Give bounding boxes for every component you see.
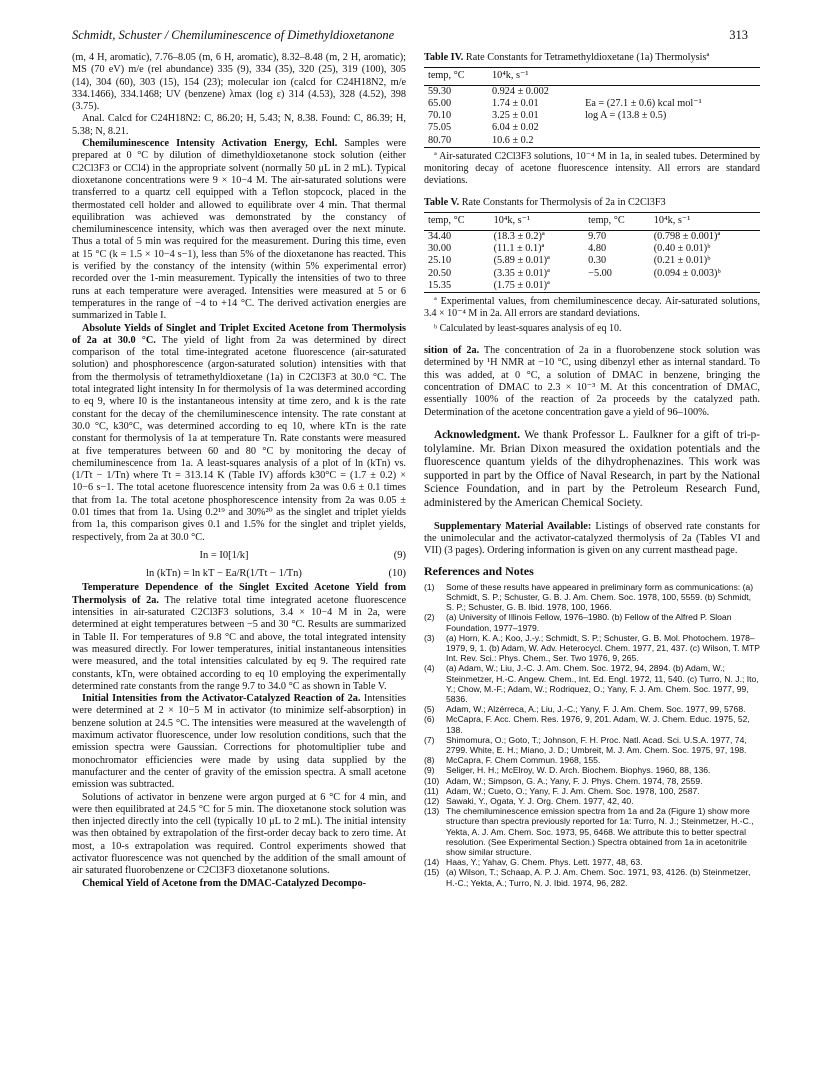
spacer: [424, 511, 760, 521]
table-4-caption: [424, 52, 760, 64]
reference-number: (12): [424, 795, 440, 806]
references-list: [424, 582, 760, 888]
heading-chemical-yield-continued: sition of 2a.: [424, 345, 480, 357]
reference-text: (a) Wilson, T.; Schaap, A. P. J. Am. Chem. Soc. 1971, 93, 4126. (b) Steinmetzer, H.-C.; Yekta, A.; Turro, N. J. Ibid. 1974, 96, 282.: [446, 867, 751, 888]
table-cell: (5.89 ± 0.01)ª: [493, 255, 550, 267]
reference-number: (10): [424, 775, 440, 786]
reference-number: (7): [424, 734, 435, 745]
table-cell: 1.74 ± 0.01: [491, 97, 539, 109]
reference-number: (2): [424, 612, 435, 623]
table-cell: 59.30: [428, 85, 452, 97]
reference-number: (11): [424, 785, 439, 796]
reference-number: (5): [424, 704, 435, 715]
reference-text: Seliger, H. H.; McElroy, W. D. Arch. Biochem. Biophys. 1960, 88, 136.: [446, 765, 711, 776]
reference-text: (a) Adam, W.; Liu, J.-C. J. Am. Chem. Soc. 1972, 94, 2894. (b) Adam, W.; Steinmetzer, H.-C. Angew. Chem., Int. Ed. Engl. 1972, 11, 540. (c) Turro, N. J.; Ito, Y.; Chow, M.-F.; Adam, W.; Rodriquez, O.; Yany, F. J. Am. Chem. Soc. 1977, 99, 5836.: [446, 663, 759, 704]
table-cell: 65.00: [428, 97, 452, 109]
table-5-title: Rate Constants for Thermolysis of 2a in C2Cl3F3: [459, 197, 666, 209]
right-column: [424, 52, 760, 888]
text-temperature-dependence: The relative total time integrated acetone fluorescence intensities in air-saturated C2Cl3F3 solutions, 3.4 × 10−4 M in 2a, were determined at eight temperatures between −5 and 30 °C. Results are summarized in Table II. For temperatures of 9.8 °C and above, the total integrated intensity was measured directly. For lower temperatures, initial instantaneous intensities were measured, and the total intensities calculated by eq 9. The required rate constants, kTn, were obtained according to eq 10 employing the experimentally determined rate constants from the range 9.7 to 34.0 °C as shown in Table V.: [72, 594, 407, 692]
table-cell: 34.40: [428, 230, 452, 242]
reference-number: (9): [424, 765, 435, 776]
reference-item: [424, 796, 760, 806]
table-row: [424, 110, 760, 122]
heading-initial-intensities: Initial Intensities from the Activator-Catalyzed Reaction of 2a.: [82, 693, 361, 705]
table-5-col-temp-2: temp, °C: [584, 213, 650, 230]
table-cell: 4.80: [588, 242, 607, 254]
table-cell: 20.50: [428, 267, 452, 279]
table-4: [424, 67, 760, 148]
reference-text: Sawaki, Y., Ogata, Y. J. Org. Chem. 1977, 42, 40.: [446, 795, 634, 806]
table-row: [424, 122, 760, 134]
table-cell: (0.40 ± 0.01)ᵇ: [653, 242, 711, 254]
reference-item: [424, 755, 760, 765]
paragraph-analysis: Anal. Calcd for C24H18N2: C, 86.20; H, 5.43; N, 8.38. Found: C, 86.39; H, 5.38; N, 8.21.: [72, 113, 406, 137]
table-cell: 10.6 ± 0.2: [488, 135, 581, 148]
table-header-row: [424, 213, 760, 230]
table-row: [424, 230, 760, 243]
reference-item: [424, 806, 760, 857]
reference-number: (1): [424, 581, 435, 592]
table-4-col-k: 10⁴k, s⁻¹: [488, 68, 581, 85]
paragraph-activation-energy: [72, 138, 406, 322]
page-number: 313: [729, 28, 748, 42]
table-row: [424, 268, 760, 280]
reference-text: McCapra, F. Chem Commun. 1968, 155.: [446, 755, 601, 766]
reference-item: [424, 704, 760, 714]
table-5-label: Table V.: [424, 197, 460, 209]
paragraph-absolute-yields: [72, 323, 406, 544]
table-cell: 70.10: [428, 110, 452, 122]
table-cell: [581, 85, 760, 98]
text-supplementary: Listings of observed rate constants for the unimolecular and the activator-catalyzed thermolysis of 2a (Tables VI and VII) (3 pages). Ordering information is given on any current masthead page.: [424, 520, 760, 557]
reference-item: [424, 612, 760, 632]
table-cell: (0.798 ± 0.001)ª: [653, 230, 721, 242]
running-title: Schmidt, Schuster / Chemiluminescence of Dimethyldioxetanone: [72, 28, 395, 42]
reference-number: (13): [424, 806, 440, 817]
reference-number: (4): [424, 663, 435, 674]
table-row: [424, 98, 760, 110]
table-4-title: Rate Constants for Tetramethyldioxetane (1a) Thermolysisª: [463, 52, 710, 63]
table-cell: 80.70: [424, 135, 488, 148]
text-chemical-yield: The concentration of 2a in a fluorobenzene stock solution was determined by ¹H NMR at −10 °C, using dibenzyl ether as internal standard. To this was added, at 0 °C, a solution of DMAC in benzene, bringing the concentration of DMAC to 2.3 × 10⁻³ M. At this concentration of DMAC, essentially 100% of the reaction of 2a proceeds by the catalyzed path. Determination of the acetone concentration gave a yield of 96–100%.: [424, 345, 761, 418]
reference-item: [424, 663, 760, 704]
equation-9-number: (9): [393, 549, 406, 561]
reference-item: [424, 867, 760, 887]
left-column: [72, 52, 406, 890]
table-cell: 75.05: [428, 122, 452, 134]
table-4-col-blank: [581, 68, 760, 85]
table-5-footnote-b: ᵇ Calculated by least-squares analysis of eq 10.: [434, 323, 622, 335]
table-cell: (11.1 ± 0.1)ª: [493, 242, 545, 254]
table-cell: (18.3 ± 0.2)ª: [493, 230, 545, 242]
spacer: [424, 419, 760, 429]
text-activation-energy: Samples were prepared at 0 °C by dilution of dimethyldioxetanone stock solution (either C2Cl3F3 or CCl4) in the appropriate solvent (normally 50 μL in 2 mL). Typical dioxetanone concentrations were 9 × 10−4 M. The air-saturated solutions were transferred to a quartz cell equipped with a Teflon stopcock, placed in the thermostated cell holder and allowed to equilibrate over 4 min. That thermal equilibration was achieved was demonstrated by the constancy of chemiluminescence intensity, which was then averaged over the next minute. Thus a total of 5 min was required for the measurement. During this time, even at 15 °C (k = 1.5 × 10−4 s−1), less than 5% of the dioxetanone has reacted. This is verified by the constancy of the intensity (within 5% experimental error) recorded over the 1-min measurement. Typically the intensities of two to three runs at each temperature were averaged. Intensities were measured at 5 or 6 temperatures in the range of −4 to +14 °C. The derived activation energies are summarized in Table I.: [72, 138, 406, 322]
equation-10-number: (10): [388, 568, 406, 580]
paragraph-chemical-yield: [424, 345, 760, 419]
paragraph-supplementary: [424, 521, 760, 558]
table-cell: −5.00: [588, 267, 612, 279]
table-cell: 30.00: [428, 242, 452, 254]
table-cell: 6.04 ± 0.02: [491, 122, 539, 134]
reference-text: McCapra, F. Acc. Chem. Res. 1976, 9, 201. Adam, W. J. Chem. Educ. 1975, 52, 138.: [446, 714, 750, 735]
table-5-caption: [424, 197, 760, 209]
reference-item: [424, 765, 760, 775]
references-heading: References and Notes: [424, 564, 534, 579]
table-cell: [581, 122, 760, 134]
reference-text: Adam, W.; Cueto, O.; Yany, F. J. Am. Chem. Soc. 1978, 100, 2587.: [446, 785, 700, 796]
reference-item: [424, 582, 760, 613]
paragraph-temperature-dependence: [72, 582, 406, 693]
running-header: [72, 28, 748, 46]
table-header-row: [424, 68, 760, 85]
heading-activation-energy: Chemiluminescence Intensity Activation Energy, Echl.: [82, 138, 338, 150]
paragraph-solutions: Solutions of activator in benzene were argon purged at 6 °C for 4 min, and were then equilibrated at 24.5 °C for 5 min. The dioxetanone stock solution was then injected directly into the cell (typically 10 μL to 2 mL). The initial intensity was then obtained by extrapolation of the first-order decay back to zero time. At most, a 10-s extrapolation was required. Control experiments showed that activator fluorescence was not quenched by the addition of the small amount of air saturated fluorobenzene or C2Cl3F3 dioxetanone solutions.: [72, 791, 406, 877]
activation-energy-value: Ea = (27.1 ± 0.6) kcal mol⁻¹: [585, 97, 702, 109]
heading-supplementary: Supplementary Material Available:: [434, 520, 592, 532]
reference-text: Some of these results have appeared in preliminary form as communications: (a) Schmidt, S. P.; Schuster, G. B. J. Am. Chem. Soc. 1978, 100, 5559. (b) Schmidt, S. P.; Schuster, G. B. Ibid. 1978, 100, 1966.: [446, 581, 754, 613]
reference-text: Shimomura, O.; Goto, T.; Johnson, F. H. Proc. Natl. Acad. Sci. U.S.A. 1977, 74, 2799. White, E. H.; Miano, J. D.; Umbreit, M. J. Am. Chem. Soc. 1975, 97, 198.: [446, 734, 747, 755]
table-cell: (3.35 ± 0.01)ª: [493, 267, 550, 279]
reference-number: (6): [424, 714, 435, 725]
heading-temperature-dependence: Temperature Dependence of the Singlet Excited Acetone Yield from Thermolysis of 2a.: [72, 582, 406, 606]
equation-9: [72, 550, 406, 562]
table-row: [424, 135, 760, 148]
heading-acknowledgment: Acknowledgment.: [434, 428, 521, 441]
reference-text: Adam, W.; Alzérreca, A.; Liu, J.-C.; Yany, F. J. Am. Chem. Soc. 1977, 99, 5768.: [446, 704, 746, 715]
table-cell: 9.70: [588, 230, 607, 242]
spacer: [424, 335, 760, 345]
reference-item: [424, 857, 760, 867]
paragraph-chemical-yield-heading: [72, 878, 406, 890]
table-cell: (0.094 ± 0.003)ᵇ: [653, 267, 721, 279]
table-cell: [650, 280, 760, 293]
table-cell: 25.10: [428, 255, 452, 267]
reference-text: The chemiluminescence emission spectra from 1a and 2a (Figure 1) show more structure than spectra previously reported for 1a: Turro, N. J.; Steinmetzer, H.-C., Yekta, A. J. Am. Chem. Soc. 1973, 95, 6468. We attribute this to better spectral resolution. (See Experimental Section.) Spectra obtained from 1a in acetonitrile show similar structure.: [446, 806, 754, 857]
equation-9-expression: In = I0[1/k]: [199, 549, 249, 561]
table-5-footnote-a: ª Experimental values, from chemiluminescence decay. Air-saturated solutions, 3.4 × 10⁻⁴ M in 2a. All errors are standard deviations.: [424, 296, 760, 320]
table-4-footnote: ª Air-saturated C2Cl3F3 solutions, 10⁻⁴ M in 1a, in sealed tubes. Determined by monitoring decay of acetone fluorescence intensity. All errors are standard deviations.: [424, 151, 760, 187]
reference-number: (8): [424, 755, 435, 766]
reference-item: [424, 786, 760, 796]
table-4-col-temp: temp, °C: [424, 68, 488, 85]
reference-text: Adam, W.; Simpson, G. A.; Yany, F. J. Phys. Chem. 1974, 78, 2559.: [446, 775, 703, 786]
table-cell: 0.924 ± 0.002: [491, 85, 549, 97]
table-cell: (1.75 ± 0.01)ª: [490, 280, 585, 293]
log-a-value: log A = (13.8 ± 0.5): [585, 110, 667, 122]
reference-text: Haas, Y.; Yahav, G. Chem. Phys. Lett. 1977, 48, 63.: [446, 857, 643, 868]
text-initial-intensities: Intensities were determined at 2 × 10−5 M in activator (to minimize self-absorption) in benzene solution at 24.5 °C. The intensities were measured at the wavelength of maximum activator fluorescence, under low resolution conditions, such that the emission spectra were Gaussian. Corrections for photomultiplier tube and monochromator efficiencies were made by using data supplied by the manufacturer and the center of gravity of the emission spectra. A small acetone emission was subtracted.: [72, 693, 406, 791]
reference-number: (15): [424, 867, 440, 878]
table-cell: 0.30: [588, 255, 607, 267]
reference-text: (a) University of Illinois Fellow, 1976–1980. (b) Fellow of the Alfred P. Sloan Foundation, 1977–1979.: [446, 612, 732, 633]
table-cell: 3.25 ± 0.01: [491, 110, 539, 122]
table-5-col-k-1: 10⁴k, s⁻¹: [490, 213, 585, 230]
paragraph-acknowledgment: [424, 429, 760, 511]
table-cell: (0.21 ± 0.01)ᵇ: [653, 255, 711, 267]
table-5: [424, 212, 760, 293]
reference-item: [424, 735, 760, 755]
reference-item: [424, 776, 760, 786]
table-5-col-k-2: 10⁴k, s⁻¹: [650, 213, 760, 230]
table-cell: 15.35: [424, 280, 490, 293]
paragraph-ms-data: (m, 4 H, aromatic), 7.76–8.05 (m, 6 H, aromatic), 8.32–8.48 (m, 2 H, aromatic); MS (70 eV) m/e (rel abundance) 335 (9), 334 (35), 320 (25), 319 (100), 305 (14), 304 (60), 303 (15), 154 (23); molecular ion (calcd for C24H18N2, m/e 334.1466), 334.1468; UV (benzene) λmax (log ε) 314 (4.53), 328 (4.52), 398 (3.75).: [72, 52, 406, 113]
reference-number: (3): [424, 632, 435, 643]
reference-item: [424, 633, 760, 664]
table-cell: [581, 135, 760, 148]
table-row: [424, 85, 760, 98]
text-acknowledgment: We thank Professor L. Faulkner for a gift of tri-p-tolylamine. Mr. Brian Dixon measured the oxidation potentials and the fluorescence quantum yields of the dihydrophenazines. This work was supported in part by the Office of Naval Research, in part by the National Science Foundation, and in part by the Petroleum Research Fund, administered by the American Chemical Society.: [424, 428, 760, 509]
table-row: [424, 243, 760, 255]
table-cell: [584, 280, 650, 293]
reference-number: (14): [424, 857, 440, 868]
reference-item: [424, 714, 760, 734]
table-row: [424, 280, 760, 293]
table-5-col-temp-1: temp, °C: [424, 213, 490, 230]
spacer: [424, 187, 760, 197]
table-4-label: Table IV.: [424, 52, 464, 63]
equation-10: [72, 568, 406, 580]
heading-chemical-yield: Chemical Yield of Acetone from the DMAC-Catalyzed Decompo-: [82, 877, 366, 889]
heading-absolute-yields: Absolute Yields of Singlet and Triplet Excited Acetone from Thermolysis of 2a at 30.0 °C.: [72, 322, 406, 346]
paragraph-initial-intensities: [72, 693, 406, 791]
reference-text: (a) Horn, K. A.; Koo, J.-y.; Schmidt, S. P.; Schuster, G. B. Mol. Photochem. 1978–1979, 9, 1. (b) Adam, W. Adv. Heterocycl. Chem. 1977, 21, 437. (c) Wilson, T. MTP Int. Rev. Sci.: Phys. Chem., Ser. Two 1976, 9, 265.: [446, 632, 760, 664]
table-row: [424, 255, 760, 267]
text-absolute-yields: The yield of light from 2a was determined by direct comparison of the total time-integrated acetone fluorescence (air-saturated solution) and phosphorescence (argon-saturated solution) intensities with that from the thermolysis of tetramethyldioxetane (1a) in C2Cl3F3 at 30.0 °C. The total integrated light intensity In for thermolysis of 1a was determined according to eq 9, where I0 is the instantaneous intensity at time zero, and k is the rate constant for the decay of the chemiluminescence intensity. The rate constant at 30.0 °C, k30°C, was determined according to eq 10, where kTn is the rate constant for thermolysis of 1a at temperature Tn. Rate constants were measured at five temperatures between 60 and 80 °C by monitoring the decay of chemiluminescence from 1a. A least-squares analysis of a plot of ln (kTn) vs. (1/Tt − 1/Tn) where Tt = 313.14 K (Table IV) affords k30°C = (1.7 ± 0.2) × 10−6 s−1. The total acetone fluorescence intensity from 2a was 0.6 ± 0.1 times that from 1a. The total acetone phosphorescence intensity from 2a was 0.05 ± 0.01 times that from 1a. Using 0.2¹⁹ and 30%²⁰ as the singlet and triplet yields from 1a, this comparison gives 0.1 and 1.5% for the singlet and triplet yields, respectively, from 2a at 30.0 °C.: [72, 334, 406, 543]
equation-10-expression: ln (kTn) = ln kT − Ea/R(1/Tt − 1/Tn): [146, 568, 302, 580]
